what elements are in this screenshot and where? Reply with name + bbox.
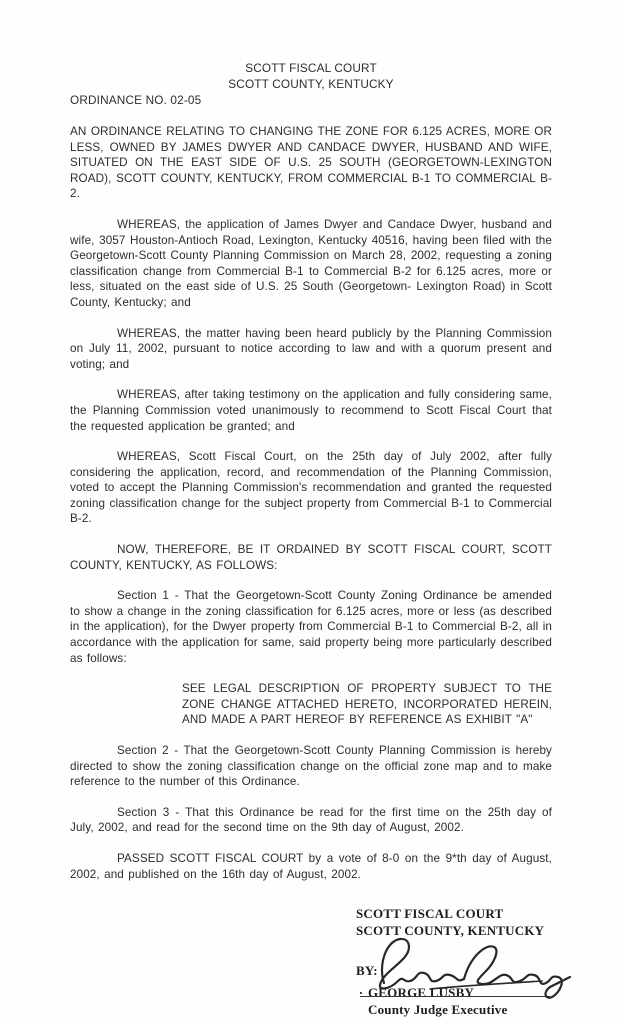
- ordinance-number: ORDINANCE NO. 02-05: [70, 93, 202, 107]
- paragraph-ordinance-title: AN ORDINANCE RELATING TO CHANGING THE ZONE FOR 6.125 ACRES, MORE OR LESS, OWNED BY JAMES DWYER AND CANDACE DWYER, HUSBAND AND WIFE, SITUATED ON THE EAST SIDE OF U.S. 25 SOUTH (GEORGETOWN-LEXINGTON ROAD), SCOTT COUNTY, KENTUCKY, FROM COMMERCIAL B-1 TO COMMERCIAL B-2.: [70, 125, 552, 201]
- signatory-title: County Judge Executive: [368, 1001, 508, 1017]
- signature-block: [356, 906, 552, 1018]
- paragraph-whereas-4: WHEREAS, Scott Fiscal Court, on the 25th day of July 2002, after fully considering the application, record, and recommendation of the Planning Commission, voted to accept the Planning Commission's recommendation and granted the requested zoning classification change for the subject property from Commercial B-1 to Commercial B-2.: [70, 450, 552, 526]
- signature-line: [360, 980, 550, 997]
- paragraph-whereas-1: WHEREAS, the application of James Dwyer and Candace Dwyer, husband and wife, 3057 Houston-Antioch Road, Lexington, Kentucky 40516, having been filed with the Georgetown-Scott County Planning Commission on March 28, 2002, requesting a zoning classification change from Commercial B-1 to Commercial B-2 for 6.125 acres, more or less, situated on the east side of U.S. 25 South (Georgetown- Lexington Road) in Scott County, Kentucky; and: [70, 217, 552, 309]
- by-label: BY:: [356, 963, 378, 979]
- county-name-heading: SCOTT COUNTY, KENTUCKY: [228, 77, 394, 91]
- paragraph-section-1: Section 1 - That the Georgetown-Scott County Zoning Ordinance be amended to show a change in the zoning classification for 6.125 acres, more or less (as described in the application), for the Dwyer property from Commercial B-1 to Commercial B-2, all in accordance with the application for same, said property being more particularly described as follows:: [70, 589, 552, 665]
- signature-line-row: [356, 963, 552, 983]
- paragraph-whereas-3: WHEREAS, after taking testimony on the application and fully considering same, the Planning Commission voted unanimously to recommend to Scott Fiscal Court that the requested application be granted; and: [70, 388, 552, 433]
- signature-county-name: SCOTT COUNTY, KENTUCKY: [356, 922, 545, 938]
- paragraph-section-2: Section 2 - That the Georgetown-Scott County Planning Commission is hereby directed to show the zoning classification change on the official zone map and to make reference to the number of this Ordinance.: [70, 744, 552, 789]
- document-content: [70, 60, 552, 1018]
- paragraph-now-therefore: NOW, THEREFORE, BE IT ORDAINED BY SCOTT FISCAL COURT, SCOTT COUNTY, KENTUCKY, AS FOLLOWS:: [70, 543, 552, 572]
- exhibit-reference-block: SEE LEGAL DESCRIPTION OF PROPERTY SUBJECT TO THE ZONE CHANGE ATTACHED HERETO, INCORPORATED HEREIN, AND MADE A PART HEREOF BY REFERENCE AS EXHIBIT "A": [182, 682, 552, 727]
- court-name-heading: SCOTT FISCAL COURT: [245, 61, 377, 75]
- scan-dot-artifact: ·: [358, 985, 364, 1001]
- paragraph-passed: PASSED SCOTT FISCAL COURT by a vote of 8-0 on the 9*th day of August, 2002, and published on the 16th day of August, 2002.: [70, 851, 552, 881]
- paragraph-section-3: Section 3 - That this Ordinance be read for the first time on the 25th day of July, 2002, and read for the second time on the 9th day of August, 2002.: [70, 805, 552, 835]
- paragraph-whereas-2: WHEREAS, the matter having been heard publicly by the Planning Commission on July 11, 2002, pursuant to notice according to law and with a quorum present and voting; and: [70, 326, 552, 371]
- signatory-name: GEORGE LUSBY: [368, 985, 475, 1001]
- signature-court-name: SCOTT FISCAL COURT: [356, 906, 504, 922]
- document-header: [70, 60, 552, 108]
